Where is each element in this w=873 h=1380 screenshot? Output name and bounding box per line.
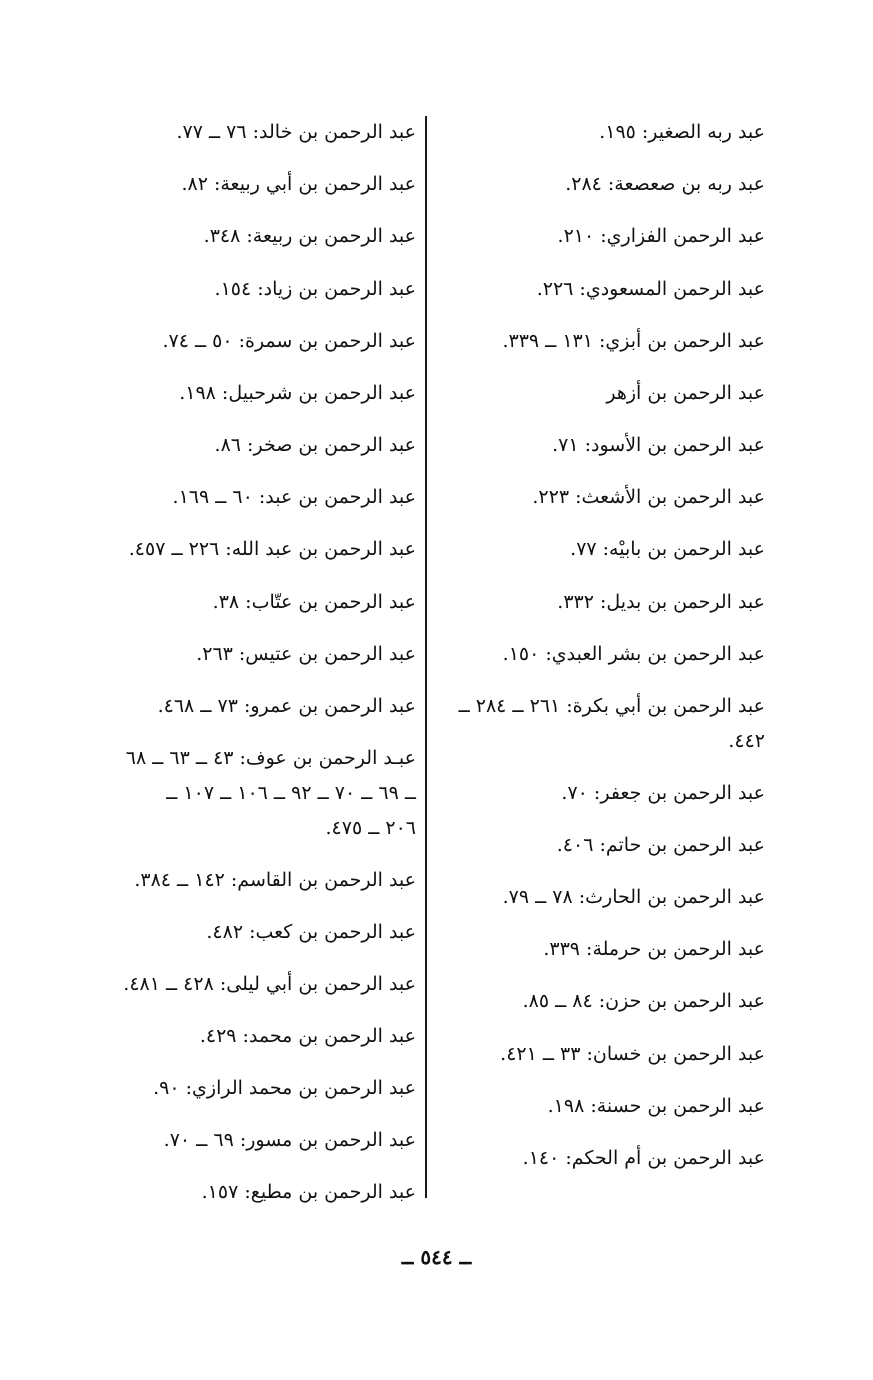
index-entry: عبد الرحمن بن الأشعث: ٢٢٣.	[532, 486, 765, 508]
index-entry: عبد الرحمن بن شرحبيل: ١٩٨.	[179, 382, 416, 404]
index-entry: عبد الرحمن الفزاري: ٢١٠.	[557, 225, 765, 247]
index-entry-line: عبد الرحمن بن أبي بكرة: ٢٦١ ــ ٢٨٤ ــ	[458, 695, 765, 717]
index-entry: عبد الرحمن بن عبد الله: ٢٢٦ ــ ٤٥٧.	[128, 538, 416, 560]
index-entry: عبد الرحمن بن صخر: ٨٦.	[214, 434, 416, 456]
index-entry: عبد الرحمن بن عتيس: ٢٦٣.	[196, 643, 416, 665]
index-entry: عبد ربه بن صعصعة: ٢٨٤.	[565, 173, 765, 195]
index-entry: عبد الرحمن بن بشر العبدي: ١٥٠.	[502, 643, 765, 665]
index-entry: عبد الرحمن بن حاتم: ٤٠٦.	[556, 834, 765, 856]
index-entry: عبد ربه الصغير: ١٩٥.	[599, 121, 765, 143]
page-number: ــ ٥٤٤ ــ	[401, 1245, 472, 1269]
index-entry: عبد الرحمن بن بابيْه: ٧٧.	[570, 538, 765, 560]
index-entry: عبد الرحمن بن عبد: ٦٠ ــ ١٦٩.	[172, 486, 416, 508]
index-entry: عبد الرحمن بن مطيع: ١٥٧.	[201, 1181, 416, 1203]
index-entry: عبد الرحمن بن بديل: ٣٣٢.	[557, 591, 765, 613]
index-entry: عبد الرحمن بن القاسم: ١٤٢ ــ ٣٨٤.	[134, 869, 416, 891]
index-entry: عبد الرحمن بن محمد: ٤٢٩.	[199, 1025, 416, 1047]
index-entry-line: ــ ٦٩ ــ ٧٠ ــ ٩٢ ــ ١٠٦ ــ ١٠٧ ــ	[166, 782, 416, 804]
index-entry: عبد الرحمن بن خالد: ٧٦ ــ ٧٧.	[176, 121, 416, 143]
index-entry: عبد الرحمن بن الأسود: ٧١.	[552, 434, 765, 456]
index-entry: عبد الرحمن المسعودي: ٢٢٦.	[536, 278, 765, 300]
index-entry: عبد الرحمن بن أم الحكم: ١٤٠.	[522, 1147, 765, 1169]
index-entry: عبد الرحمن بن مسور: ٦٩ ــ ٧٠.	[163, 1129, 416, 1151]
index-entry: عبد الرحمن بن كعب: ٤٨٢.	[206, 921, 416, 943]
index-entry: عبد الرحمن بن جعفر: ٧٠.	[561, 782, 765, 804]
index-entry: عبد الرحمن بن أزهر	[606, 382, 765, 404]
index-entry: عبد الرحمن بن سمرة: ٥٠ ــ ٧٤.	[162, 330, 416, 352]
index-entry-line: عبـد الرحمن بن عوف: ٤٣ ــ ٦٣ ــ ٦٨	[125, 747, 416, 769]
index-entry: عبد الرحمن بن ربيعة: ٣٤٨.	[203, 225, 416, 247]
column-divider	[425, 116, 427, 1198]
index-entry: عبد الرحمن بن حرملة: ٣٣٩.	[543, 938, 765, 960]
index-entry: عبد الرحمن بن خسان: ٣٣ ــ ٤٢١.	[500, 1043, 765, 1065]
index-entry: عبد الرحمن بن أبي ليلى: ٤٢٨ ــ ٤٨١.	[123, 973, 416, 995]
index-entry-line: ٤٤٢.	[728, 730, 765, 752]
index-entry: عبد الرحمن بن حزن: ٨٤ ــ ٨٥.	[522, 990, 765, 1012]
index-entry: عبد الرحمن بن عتّاب: ٣٨.	[212, 591, 416, 613]
index-entry: عبد الرحمن بن أبزي: ١٣١ ــ ٣٣٩.	[502, 330, 765, 352]
index-entry: عبد الرحمن بن أبي ربيعة: ٨٢.	[181, 173, 416, 195]
index-entry: عبد الرحمن بن محمد الرازي: ٩٠.	[153, 1077, 416, 1099]
index-entry: عبد الرحمن بن الحارث: ٧٨ ــ ٧٩.	[502, 886, 765, 908]
index-entry: عبد الرحمن بن حسنة: ١٩٨.	[547, 1095, 765, 1117]
index-entry: عبد الرحمن بن عمرو: ٧٣ ــ ٤٦٨.	[157, 695, 416, 717]
index-entry-line: ٢٠٦ ــ ٤٧٥.	[325, 817, 416, 839]
index-entry: عبد الرحمن بن زياد: ١٥٤.	[214, 278, 416, 300]
